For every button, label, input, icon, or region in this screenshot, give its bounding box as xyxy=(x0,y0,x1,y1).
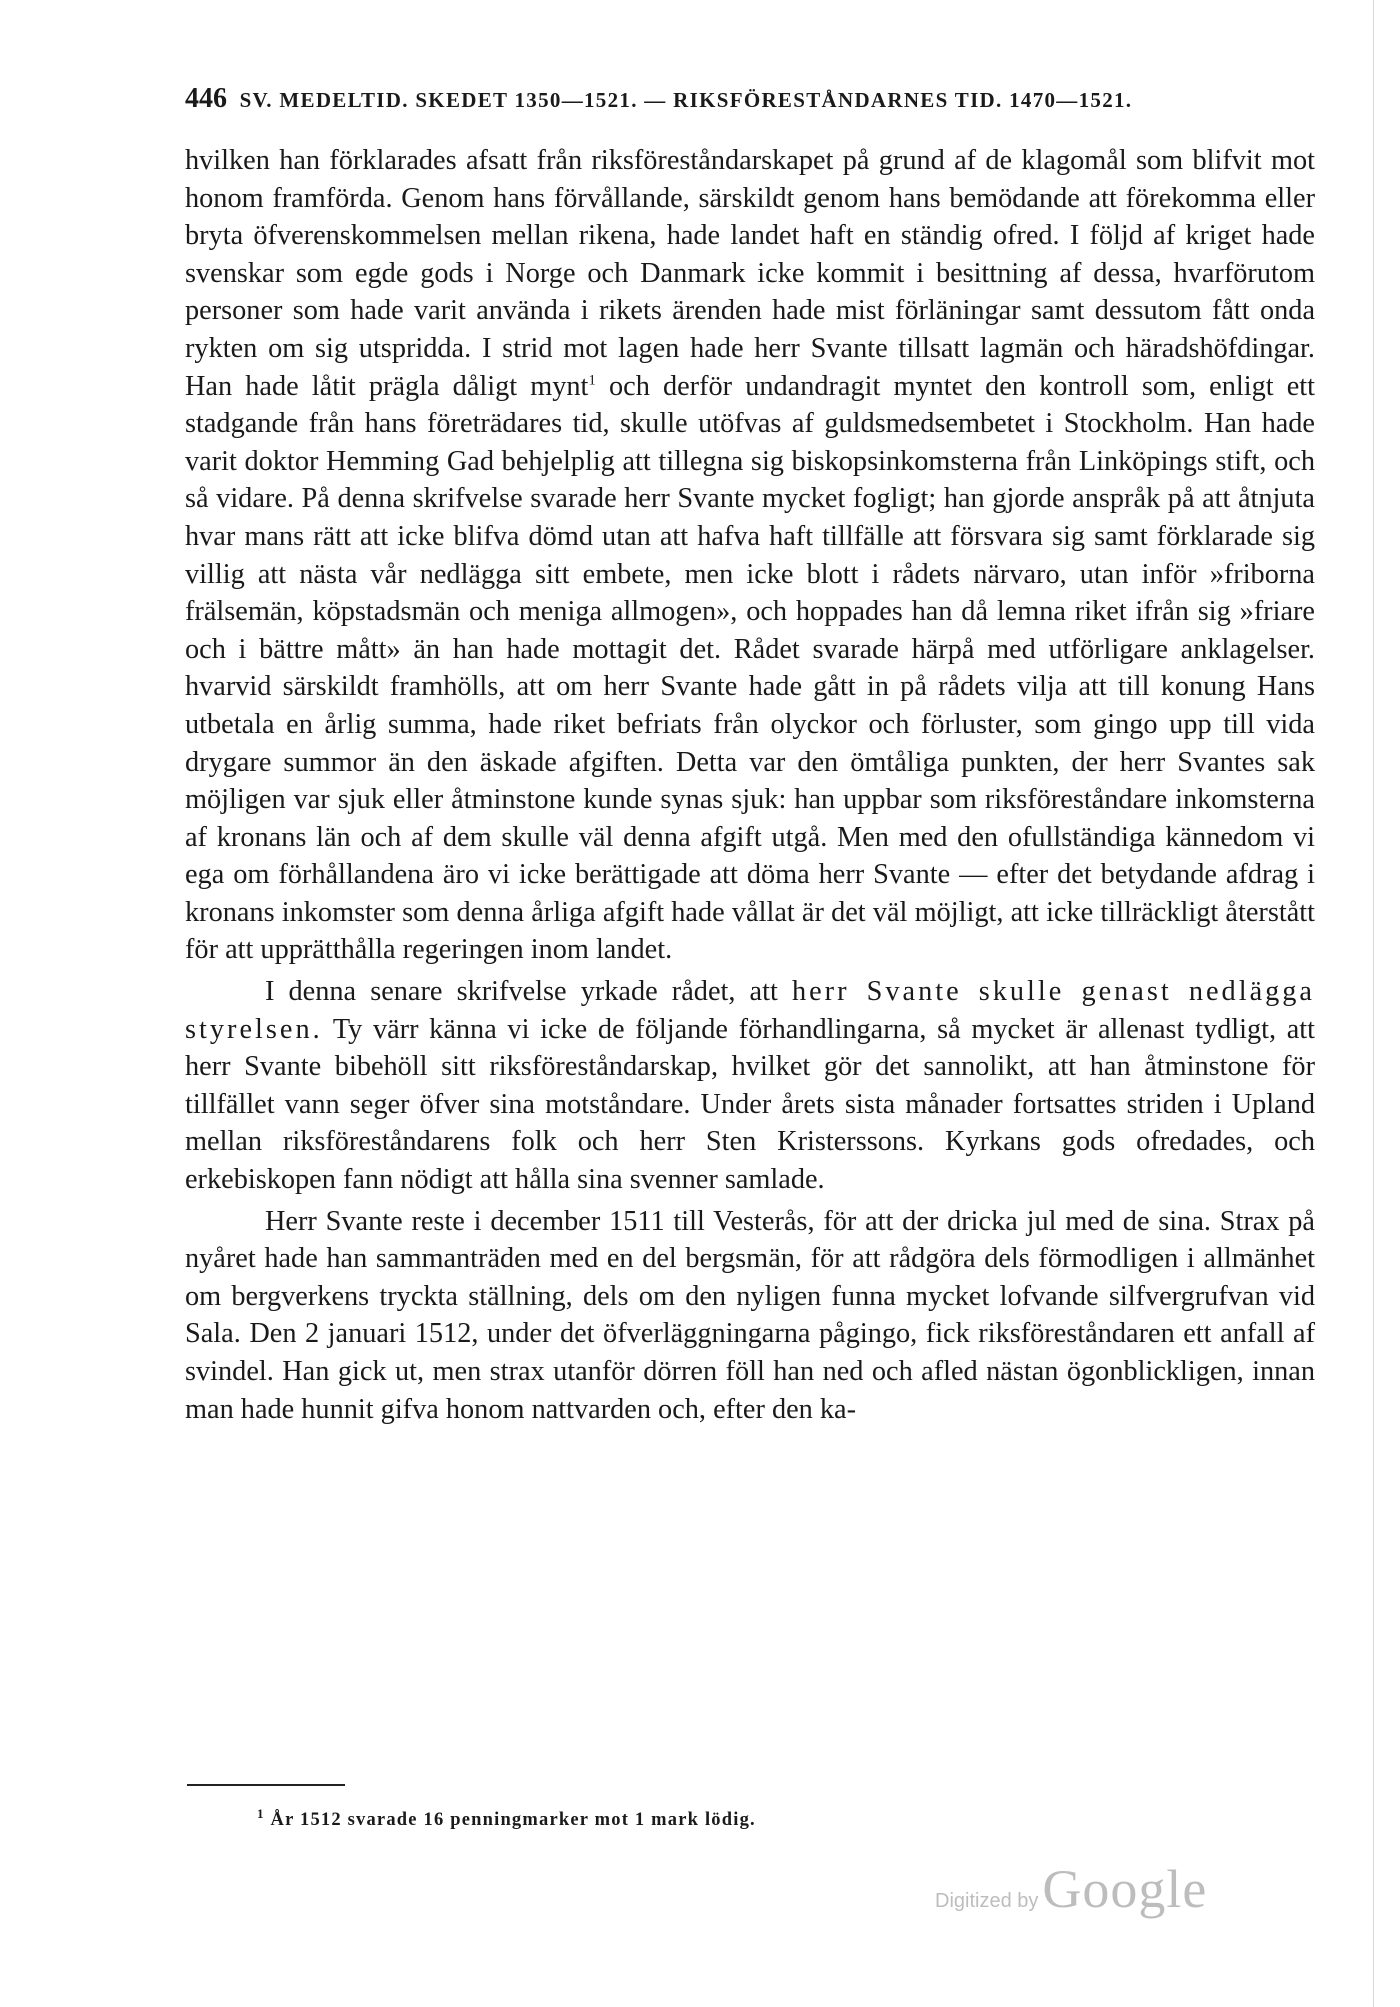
paragraph-1-part-2: och derför undandragit myntet den kontroll som, enligt ett stadgande från hans företrädares tid, skulle utöfvas af guldsmedsembetet i Stockholm. Han hade varit doktor Hemming Gad behjelplig att tillegna sig biskopsinkomsterna från Linköpings stift, och så vidare. På denna skrifvelse svarade herr Svante mycket fogligt; han gjorde anspråk på att åtnjuta hvar mans rätt att icke blifva dömd utan att hafva haft tillfälle att försvara sig samt förklarade sig villig att nästa vår nedlägga sitt embete, men icke blott i rådets närvaro, utan inför »friborna frälsemän, köpstadsmän och meniga allmogen», och hoppades han då lemna riket ifrån sig »friare och i bättre mått» än han hade mottagit det. Rådet svarade härpå med utförligare anklagelser. hvarvid särskildt framhölls, att om herr Svante hade gått in på rådets vilja att till konung Hans utbetala en årlig summa, hade riket befriats från olyckor och förluster, som gingo upp till vida drygare summor än den äskade afgiften. Detta var den ömtåliga punkten, der herr Svantes sak möjligen var sjuk eller åtminstone kunde synas sjuk: han uppbar som riksföreståndare inkomsterna af kronans län och af dem skulle väl denna afgift utgå. Men med den ofullständiga kännedom vi ega om förhållandena äro vi icke berättigade att döma herr Svante — efter det betydande afdrag i kronans inkomster som denna årliga afgift hade vållat är det väl möjligt, att icke tillräckligt återstått för att upprätthålla regeringen inom landet. xyxy=(185,370,1316,966)
scan-edge-line xyxy=(1373,0,1374,2007)
paragraph-3: Herr Svante reste i december 1511 till Vesterås, för att der dricka jul med de sina. Strax på nyåret hade han sammanträden med en del bergsmän, för att rådgöra dels förmodligen i allmänhet om bergverkens tryckta ställning, dels om den nyligen funna mycket lofvande silfvergrufvan vid Sala. Den 2 januari 1512, under det öfverläggningarna pågingo, fick riksföreståndaren ett anfall af svindel. Han gick ut, men strax utanför dörren föll han ned och afled nästan ögonblickligen, innan man hade hunnit gifva honom nattvarden och, efter den ka- xyxy=(185,1205,1315,1425)
running-header xyxy=(185,83,1315,115)
paragraph-1 xyxy=(185,142,1315,969)
watermark-brand: Google xyxy=(1042,1859,1208,1919)
page-number: 446 xyxy=(185,83,227,114)
paragraph-2 xyxy=(185,973,1315,1199)
footnote xyxy=(257,1805,1157,1831)
footnote-reference: 1 xyxy=(588,372,596,389)
paragraph-1-part-1: hvilken han förklarades afsatt från riksföreståndarskapet på grund af de klagomål som blifvit mot honom framförda. Genom hans förvållande, särskildt genom hans bemödande att förekomma eller bryta öfverenskommelsen mellan rikena, hade landet haft en ständig ofred. I följd af kriget hade svenskar som egde gods i Norge och Danmark icke kommit i besittning af dessa, hvarförutom personer som hade varit använda i rikets ärenden hade mist förläningar samt dessutom fått onda rykten om sig utspridda. I strid mot lagen hade herr Svante tillsatt lagmän och häradshöfdingar. Han hade låtit prägla dåligt mynt xyxy=(185,145,1315,402)
paragraph-2-spaced-emphasis: herr Svante skulle genast nedlägga styrelsen. xyxy=(185,976,1315,1045)
paragraph-2-part-1: I denna senare skrifvelse yrkade rådet, att xyxy=(265,976,792,1008)
running-title: SV. MEDELTID. SKEDET 1350—1521. — RIKSFÖRESTÅNDARNES TID. 1470—1521. xyxy=(239,88,1133,112)
digitization-watermark xyxy=(935,1858,1207,1920)
footnote-marker: 1 xyxy=(257,1805,265,1821)
paragraph-2-part-2: Ty värr känna vi icke de följande förhandlingarna, så mycket är allenast tydligt, att herr Svante bibehöll sitt riksföreståndarskap, hvilket gör det sannolikt, att han åtminstone för tillfället vann seger öfver sina motståndare. Under årets sista månader fortsattes striden i Upland mellan riksföreståndarens folk och herr Sten Kristerssons. Kyrkans gods ofredades, och erkebiskopen fann nödigt att hålla sina svenner samlade. xyxy=(185,1013,1315,1196)
footnote-separator xyxy=(187,1784,345,1786)
watermark-prefix: Digitized by xyxy=(935,1890,1039,1912)
footnote-text: År 1512 svarade 16 penningmarker mot 1 mark lödig. xyxy=(264,1810,756,1830)
body-text xyxy=(185,142,1315,1428)
